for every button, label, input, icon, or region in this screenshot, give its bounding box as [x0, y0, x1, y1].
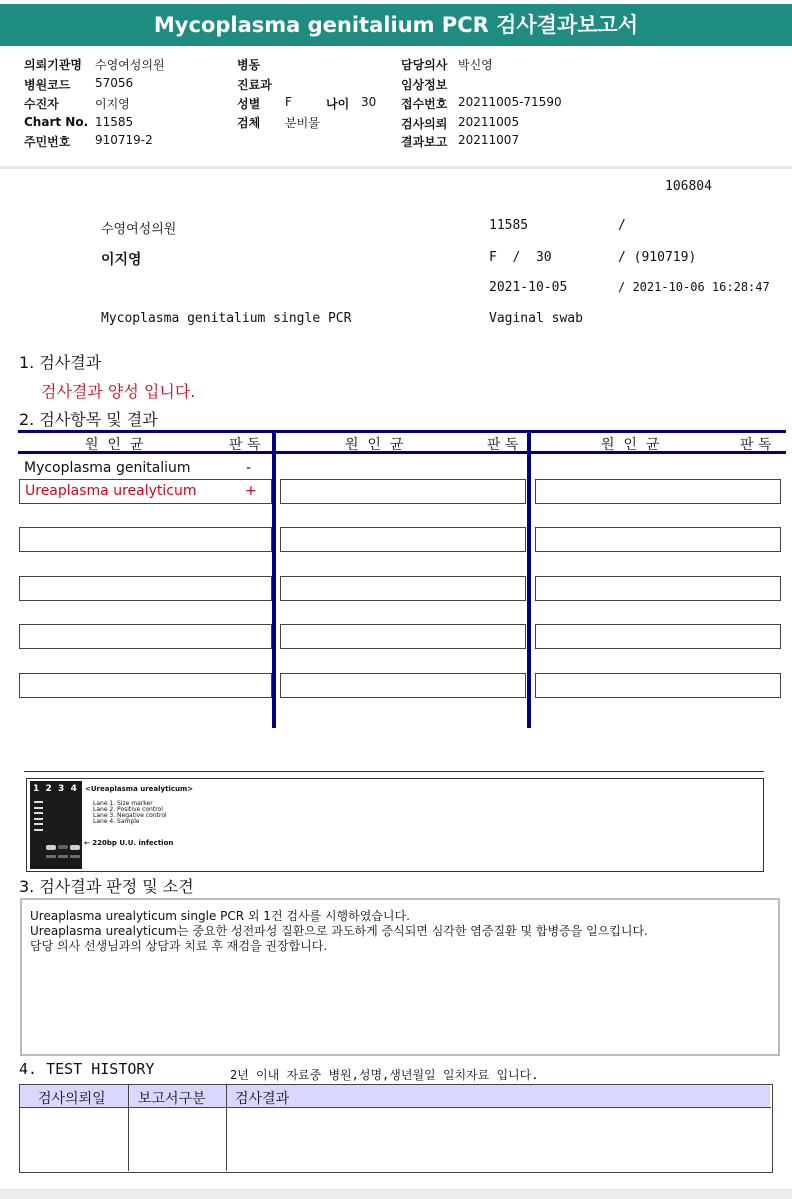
history-col-divider-1: [128, 1084, 129, 1171]
result-row-box: [19, 527, 272, 552]
department-label: 진료과: [237, 78, 272, 92]
request-date-label: 검사의뢰: [401, 117, 448, 131]
specimen-value: 분비물: [285, 116, 320, 130]
chart-no-value: 11585: [95, 115, 134, 129]
patient-value: 이지영: [95, 97, 130, 111]
info-reported-datetime: / 2021-10-06 16:28:47: [618, 280, 770, 294]
info-chart-no: 11585: [489, 218, 529, 233]
report-title: Mycoplasma genitalium PCR 검사결과보고서: [0, 4, 792, 46]
col-header-pathogen-1: 원 인 균: [85, 437, 144, 453]
gel-lane-4-desc: Lane 4. Sample: [93, 818, 140, 825]
section4-title: 4. TEST HISTORY: [19, 1060, 155, 1078]
result-row-2-value: +: [245, 483, 257, 499]
table-col-divider-2: [527, 430, 531, 728]
gel-lane-numbers: 1 2 3 4: [33, 784, 77, 794]
finding-line-2: Ureaplasma urealyticum는 중요한 성전파성 질환으로 과도하게 증식되면 심각한 염증질환 및 합병증을 일으킵니다.: [30, 924, 648, 938]
gel-top-rule: [24, 771, 764, 772]
col-header-judgement-1: 판 독: [229, 437, 261, 453]
resident-no-label: 주민번호: [24, 135, 71, 149]
doctor-label: 담당의사: [401, 58, 448, 72]
info-birth: / (910719): [618, 250, 697, 265]
result-row-box: [535, 527, 781, 552]
specimen-label: 검체: [237, 116, 261, 130]
result-row-box: [535, 624, 781, 649]
hospital-code-value: 57056: [95, 76, 134, 90]
result-row-box: [280, 576, 526, 601]
result-row-box: [280, 479, 526, 504]
ward-label: 병동: [237, 58, 261, 72]
resident-no-value: 910719-2: [95, 133, 153, 147]
col-header-pathogen-2: 원 인 균: [345, 437, 404, 453]
result-row-box: [535, 673, 781, 698]
result-row-2-name: Ureaplasma urealyticum: [25, 483, 197, 499]
table-col-divider-1: [272, 430, 276, 728]
info-slash: /: [618, 218, 626, 233]
age-value: 30: [361, 95, 377, 109]
sex-value: F: [285, 95, 292, 109]
result-row-box: [19, 624, 272, 649]
institution-value: 수영여성의원: [95, 58, 165, 72]
gel-lane-2-desc: Lane 2. Positive control: [93, 806, 163, 813]
result-row-1-name: Mycoplasma genitalium: [24, 460, 191, 476]
institution-label: 의뢰기관명: [24, 58, 82, 72]
chart-no-label: Chart No.: [24, 115, 89, 129]
history-note: 2년 이내 자료중 병원,성명,생년월일 일치자료 입니다.: [230, 1068, 539, 1082]
info-specimen: Vaginal swab: [489, 311, 583, 326]
patient-label: 수진자: [24, 97, 59, 111]
history-col-request-date: 검사의뢰일: [38, 1091, 106, 1107]
gel-title: <Ureaplasma urealyticum>: [85, 785, 194, 793]
age-label: 나이: [326, 97, 350, 111]
result-summary: 검사결과 양성 입니다.: [41, 382, 196, 401]
report-code: 106804: [665, 179, 712, 194]
receipt-no-label: 접수번호: [401, 97, 448, 111]
clinical-info-label: 임상정보: [401, 78, 448, 92]
result-row-box: [280, 673, 526, 698]
col-header-pathogen-3: 원 인 균: [601, 437, 660, 453]
result-row-box: [19, 576, 272, 601]
report-date-label: 결과보고: [401, 135, 448, 149]
request-date-value: 20211005: [458, 115, 520, 129]
gel-electrophoresis-image: [30, 781, 82, 869]
gel-lane-3-desc: Lane 3. Negative control: [93, 812, 167, 819]
section2-title: 2. 검사항목 및 결과: [19, 410, 158, 429]
finding-line-1: Ureaplasma urealyticum single PCR 외 1건 검사를 시행하였습니다.: [30, 909, 410, 923]
result-row-box: [535, 479, 781, 504]
doctor-value: 박신영: [458, 58, 493, 72]
info-collected-date: 2021-10-05: [489, 280, 568, 295]
col-header-judgement-3: 판 독: [740, 437, 772, 453]
gel-band-annotation: ← 220bp U.U. infection: [84, 839, 174, 847]
history-header-bg: [20, 1085, 770, 1107]
report-date-value: 20211007: [458, 133, 520, 147]
info-institution: 수영여성의원: [101, 222, 177, 237]
history-header-rule: [19, 1107, 771, 1108]
sex-label: 성별: [237, 97, 261, 111]
result-row-box: [280, 527, 526, 552]
result-row-box: [280, 624, 526, 649]
info-patient: 이지영: [101, 252, 142, 268]
section1-title: 1. 검사결과: [19, 353, 102, 372]
table-top-rule: [18, 430, 786, 433]
col-header-judgement-2: 판 독: [487, 437, 519, 453]
hospital-code-label: 병원코드: [24, 78, 71, 92]
history-col-report-type: 보고서구분: [138, 1091, 206, 1107]
result-row-1-value: -: [246, 460, 252, 476]
result-row-box: [535, 576, 781, 601]
gel-lane-1-desc: Lane 1. Size marker: [93, 800, 153, 807]
result-row-box: [19, 673, 272, 698]
info-test-name: Mycoplasma genitalium single PCR: [101, 311, 352, 326]
section3-title: 3. 검사결과 판정 및 소견: [19, 877, 194, 896]
page-bottom-strip: [0, 1189, 792, 1199]
history-col-divider-2: [226, 1084, 227, 1171]
receipt-no-value: 20211005-71590: [458, 95, 562, 109]
history-col-result: 검사결과: [235, 1091, 290, 1107]
header-divider: [0, 166, 792, 169]
finding-line-3: 담당 의사 선생님과의 상담과 치료 후 재검을 권장합니다.: [30, 939, 328, 953]
info-sex-age: F / 30: [489, 250, 552, 265]
